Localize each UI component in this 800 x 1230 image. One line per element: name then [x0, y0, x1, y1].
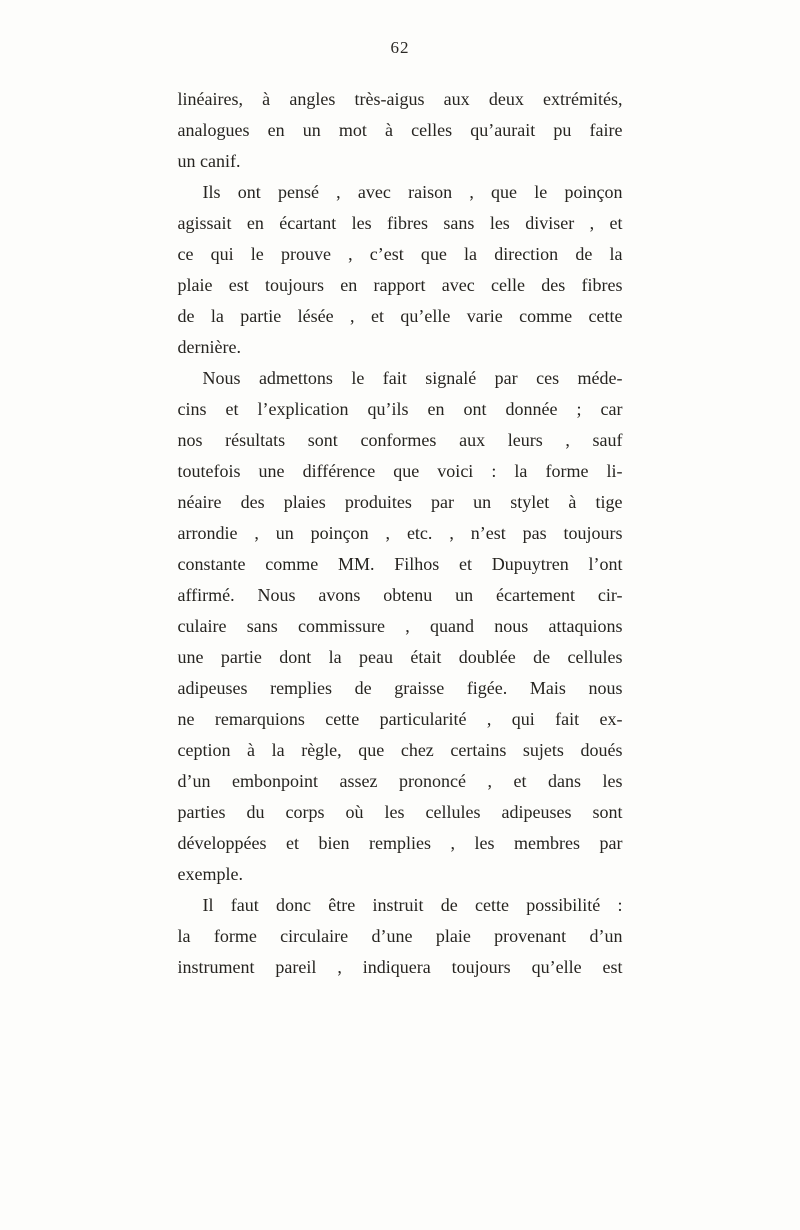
- text-line: exemple.: [177, 864, 243, 884]
- page-number: 62: [390, 38, 410, 57]
- paragraph: [178, 177, 623, 363]
- text-line: agissait en écartant les fibres sans les diviser , et: [177, 213, 623, 233]
- text-block: [178, 84, 623, 983]
- text-line: culaire sans commissure , quand nous attaquions: [177, 616, 623, 636]
- text-line: Il faut donc être instruit de cette possibilité :: [202, 895, 623, 915]
- text-line: ception à la règle, que chez certains sujets doués: [177, 740, 623, 760]
- text-line: nos résultats sont conformes aux leurs , sauf: [177, 430, 623, 450]
- text-line: affirmé. Nous avons obtenu un écartement cir-: [177, 585, 623, 605]
- text-line: ce qui le prouve , c’est que la direction de la: [177, 244, 623, 264]
- paragraph: [178, 363, 623, 890]
- text-line: adipeuses remplies de graisse figée. Mais nous: [177, 678, 623, 698]
- text-line: Ils ont pensé , avec raison , que le poinçon: [202, 182, 623, 202]
- text-line: un canif.: [177, 151, 241, 171]
- text-line: analogues en un mot à celles qu’aurait pu faire: [177, 120, 623, 140]
- text-line: Nous admettons le fait signalé par ces méde-: [202, 368, 623, 388]
- text-line: linéaires, à angles très-aigus aux deux extrémités,: [177, 89, 623, 109]
- text-line: d’un embonpoint assez prononcé , et dans les: [177, 771, 623, 791]
- text-line: néaire des plaies produites par un stylet à tige: [177, 492, 623, 512]
- paragraph: [178, 890, 623, 983]
- text-line: instrument pareil , indiquera toujours qu’elle est: [177, 957, 623, 977]
- text-line: développées et bien remplies , les membres par: [177, 833, 623, 853]
- text-line: une partie dont la peau était doublée de cellules: [177, 647, 623, 667]
- text-line: toutefois une différence que voici : la forme li-: [177, 461, 623, 481]
- text-line: ne remarquions cette particularité , qui fait ex-: [177, 709, 623, 729]
- text-line: arrondie , un poinçon , etc. , n’est pas toujours: [177, 523, 623, 543]
- text-line: parties du corps où les cellules adipeuses sont: [177, 802, 623, 822]
- text-line: constante comme MM. Filhos et Dupuytren l’ont: [177, 554, 623, 574]
- text-line: plaie est toujours en rapport avec celle des fibres: [177, 275, 623, 295]
- text-line: cins et l’explication qu’ils en ont donnée ; car: [177, 399, 623, 419]
- text-line: de la partie lésée , et qu’elle varie comme cette: [177, 306, 623, 326]
- text-line: la forme circulaire d’une plaie provenant d’un: [177, 926, 623, 946]
- text-line: dernière.: [177, 337, 241, 357]
- paragraph: [178, 84, 623, 177]
